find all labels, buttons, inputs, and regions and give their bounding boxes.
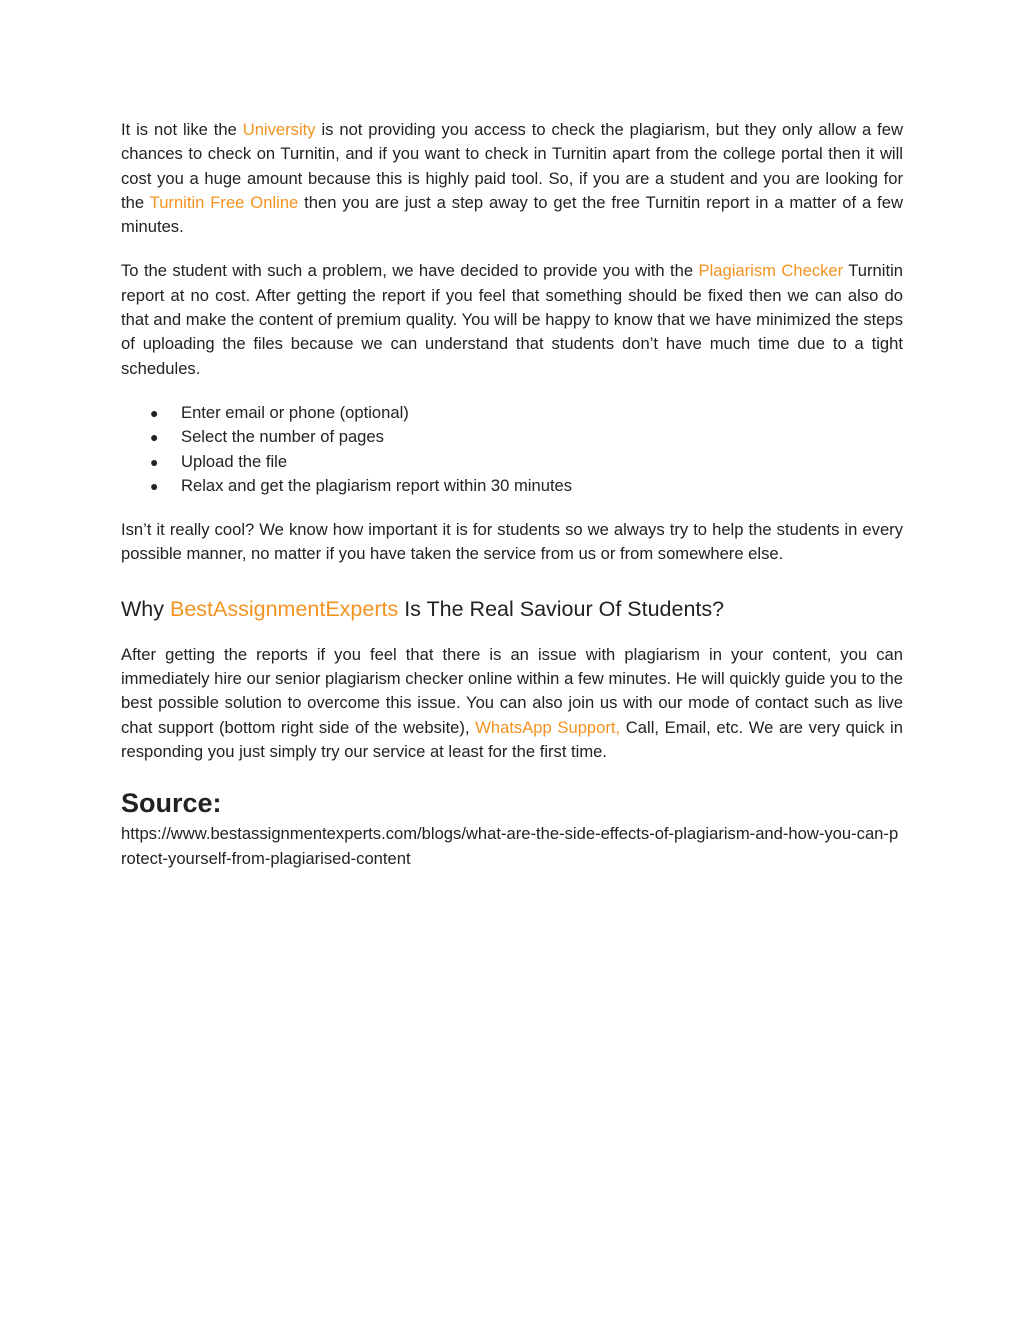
list-item <box>121 474 903 498</box>
heading-text: Why <box>121 596 170 621</box>
paragraph-cool: Isn’t it really cool? We know how important it is for students so we always try to help the students in every possible manner, no matter if you have taken the service from us or from somewhere else. <box>121 520 903 564</box>
bullet-icon: ● <box>150 453 159 470</box>
paragraph-text: After getting the reports if you feel that there is an issue with plagiarism in your content, you can immediately hire our senior plagiarism checker online within a few minutes. He will quickly guide you to the best possible solution to overcome this issue. You can also join us with our mode of contact such as live chat support (bottom right side of the website), <box>121 644 903 737</box>
paragraph-text: Call, Email, etc. We are very quick in responding you just simply try our service at least for the first time. <box>121 717 903 761</box>
paragraph-text: then you are just a step away to get the free Turnitin report in a matter of a few minutes. <box>121 192 903 237</box>
list-item-text: Upload the file <box>181 451 288 471</box>
steps-list <box>121 401 903 498</box>
paragraph-intro <box>121 118 903 239</box>
paragraph-text: is not providing you access to check the plagiarism, but they only allow a few chances to check on Turnitin, and if you want to check in Turnitin apart from the college portal then it will cost you a huge amount because this is highly paid tool. So, if you are a student and you are looking for the <box>121 120 903 212</box>
paragraph-contact <box>121 643 903 764</box>
university-link[interactable]: University <box>242 120 316 139</box>
bestassignmentexperts-link[interactable]: BestAssignmentExperts <box>169 596 399 621</box>
list-item-text: Select the number of pages <box>181 427 384 447</box>
bullet-icon: ● <box>150 429 159 446</box>
heading-text: Is The Real Saviour Of Students? <box>398 596 725 621</box>
list-item <box>121 425 903 449</box>
list-item-text: Enter email or phone (optional) <box>181 402 409 422</box>
list-item <box>121 401 903 425</box>
bullet-icon: ● <box>150 477 159 494</box>
section-heading <box>121 595 903 623</box>
paragraph-text: It is not like the <box>121 120 243 139</box>
document-page <box>121 118 903 871</box>
bullet-icon: ● <box>150 404 159 421</box>
paragraph-text: Turnitin report at no cost. After getting the report if you feel that something should be fixed then we can also do that and make the content of premium quality. You will be happy to know that we have minimized the steps of uploading the files because we can understand that students don’t have much time due to a tight schedules. <box>121 261 904 378</box>
plagiarism-checker-link[interactable]: Plagiarism Checker <box>698 261 844 281</box>
paragraph-text: To the student with such a problem, we have decided to provide you with the <box>121 261 699 281</box>
source-heading: Source: <box>121 788 222 819</box>
list-item-text: Relax and get the plagiarism report within 30 minutes <box>181 475 573 495</box>
paragraph-solution <box>121 259 903 380</box>
list-item <box>121 450 903 474</box>
whatsapp-support-link[interactable]: WhatsApp Support, <box>475 717 621 737</box>
source-url: https://www.bestassignmentexperts.com/blogs/what-are-the-side-effects-of-plagiarism-and-how-you-can-protect-yourself-from-plagiarised-content <box>121 824 899 868</box>
turnitin-free-online-link[interactable]: Turnitin Free Online <box>149 192 299 212</box>
